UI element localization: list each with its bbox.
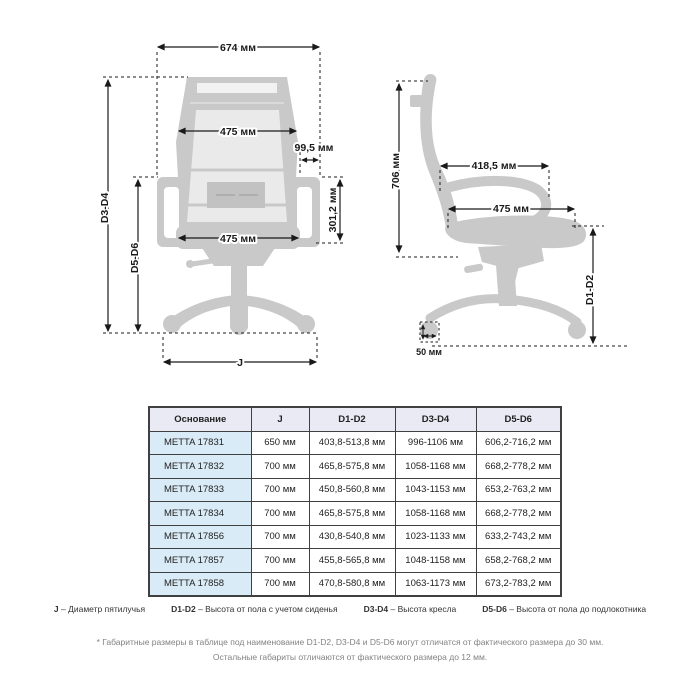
legend-item: J – Диаметр пятилучья <box>53 604 146 614</box>
table-row <box>149 525 561 549</box>
base-legs-side <box>430 299 577 322</box>
side-view <box>390 74 628 357</box>
side-lever <box>464 263 484 273</box>
label-d5-d6: D5-D6 <box>129 242 141 274</box>
label-base-diameter: J <box>237 357 243 369</box>
value-cell: 1063-1173 мм <box>395 572 476 596</box>
front-view <box>99 42 345 369</box>
value-cell: 455,8-565,8 мм <box>309 549 395 573</box>
legend <box>0 604 700 614</box>
column-header: D3-D4 <box>395 407 476 431</box>
value-cell: 470,8-580,8 мм <box>309 572 395 596</box>
dim-backrest-width-label: 475 мм <box>220 126 256 138</box>
value-cell: 653,2-763,2 мм <box>476 478 561 502</box>
header-row <box>149 407 561 431</box>
value-cell: 465,8-575,8 мм <box>309 502 395 526</box>
dim-seat-depth-label: 475 мм <box>493 203 529 215</box>
value-cell: 430,8-540,8 мм <box>309 525 395 549</box>
value-cell: 650 мм <box>251 431 309 455</box>
value-cell: 996-1106 мм <box>395 431 476 455</box>
value-cell: 1058-1168 мм <box>395 502 476 526</box>
size-table <box>148 406 562 597</box>
footnote-line-1: * Габаритные размеры в таблице под наименование D1-D2, D3-D4 и D5-D6 могут отличатся от фактического размера до 30 мм. <box>96 637 604 647</box>
column-header: Основание <box>149 407 251 431</box>
dim-armrest-depth-label: 418,5 мм <box>471 160 517 172</box>
value-cell: 658,2-768,2 мм <box>476 549 561 573</box>
chair-front-drawing <box>157 77 320 335</box>
right-caster <box>297 315 315 333</box>
column-header: D5-D6 <box>476 407 561 431</box>
headrest-knob <box>410 95 428 107</box>
table-row <box>149 455 561 479</box>
legend-item: D5-D6 – Высота от пола до подлокотника <box>482 604 647 614</box>
dim-caster-label: 50 мм <box>416 347 442 357</box>
headrest-slot <box>197 83 277 93</box>
value-cell: 403,8-513,8 мм <box>309 431 395 455</box>
model-cell: METTA 17856 <box>149 525 251 549</box>
dim-armrest-height-label: 301,2 мм <box>327 187 339 233</box>
model-cell: METTA 17834 <box>149 502 251 526</box>
dim-back-height-label: 706 мм <box>390 153 402 189</box>
value-cell: 700 мм <box>251 502 309 526</box>
model-cell: METTA 17833 <box>149 478 251 502</box>
table-row <box>149 478 561 502</box>
value-cell: 465,8-575,8 мм <box>309 455 395 479</box>
value-cell: 1048-1158 мм <box>395 549 476 573</box>
footnote <box>0 635 700 665</box>
table-row <box>149 549 561 573</box>
lever-knob <box>186 260 194 268</box>
table-row <box>149 431 561 455</box>
value-cell: 700 мм <box>251 525 309 549</box>
value-cell: 700 мм <box>251 549 309 573</box>
dim-armrest-width-label: 99,5 мм <box>294 142 334 154</box>
value-cell: 673,2-783,2 мм <box>476 572 561 596</box>
legend-item: D1-D2 – Высота от пола с учетом сиденья <box>171 604 338 614</box>
dim-overall-width-label: 674 мм <box>220 42 256 54</box>
model-cell: METTA 17831 <box>149 431 251 455</box>
value-cell: 668,2-778,2 мм <box>476 455 561 479</box>
column-header: J <box>251 407 309 431</box>
label-d1-d2: D1-D2 <box>584 274 596 306</box>
legend-item: D3-D4 – Высота кресла <box>363 604 457 614</box>
label-d3-d4: D3-D4 <box>99 192 111 224</box>
left-caster <box>163 315 181 333</box>
value-cell: 668,2-778,2 мм <box>476 502 561 526</box>
value-cell: 700 мм <box>251 572 309 596</box>
value-cell: 1043-1153 мм <box>395 478 476 502</box>
seat-side <box>445 215 586 248</box>
value-cell: 450,8-560,8 мм <box>309 478 395 502</box>
value-cell: 1058-1168 мм <box>395 455 476 479</box>
table-row <box>149 502 561 526</box>
model-cell: METTA 17857 <box>149 549 251 573</box>
rear-caster-side <box>568 321 586 339</box>
footnote-line-2: Остальные габариты отличаются от фактического размера до 12 мм. <box>212 652 488 662</box>
model-cell: METTA 17858 <box>149 572 251 596</box>
column-header: D1-D2 <box>309 407 395 431</box>
value-cell: 606,2-716,2 мм <box>476 431 561 455</box>
value-cell: 633,2-743,2 мм <box>476 525 561 549</box>
table-row <box>149 572 561 596</box>
value-cell: 1023-1133 мм <box>395 525 476 549</box>
model-cell: METTA 17832 <box>149 455 251 479</box>
table-body <box>149 431 561 596</box>
value-cell: 700 мм <box>251 478 309 502</box>
value-cell: 700 мм <box>251 455 309 479</box>
center-caster <box>231 319 247 335</box>
dim-seat-width-label: 475 мм <box>220 233 256 245</box>
